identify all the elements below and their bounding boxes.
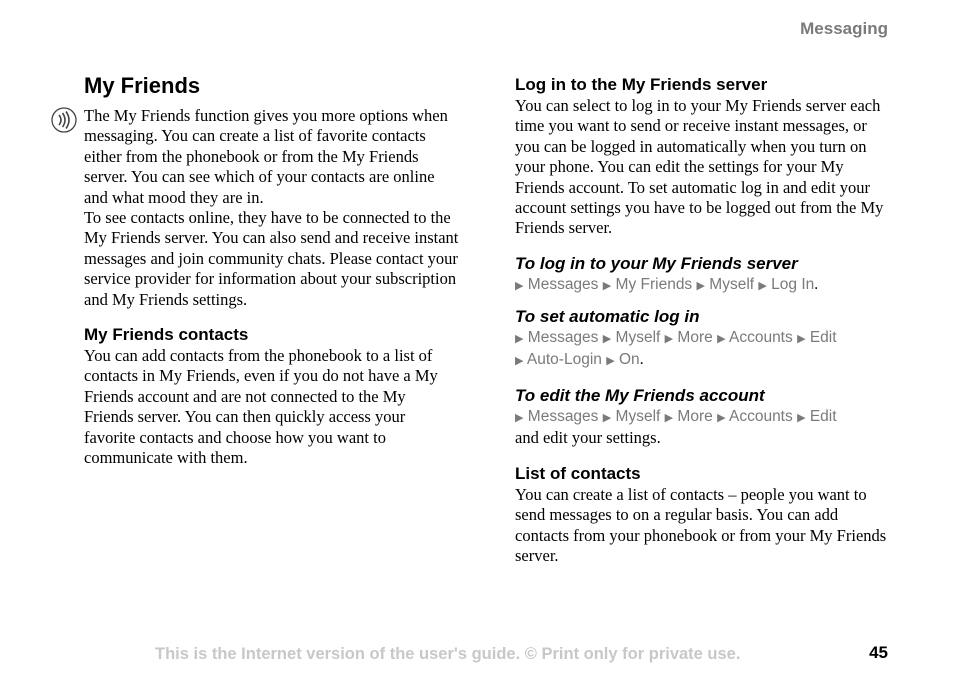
path-item: Messages: [527, 408, 599, 426]
footer-note: This is the Internet version of the user's guide. © Print only for private use.: [155, 645, 741, 663]
intro-block: [84, 106, 459, 310]
login-heading: Log in to the My Friends server: [515, 75, 768, 94]
path-item: Edit: [809, 408, 837, 426]
path-item: Auto-Login: [526, 350, 602, 368]
path-item: Myself: [615, 329, 661, 347]
path-item: Log In: [771, 275, 815, 293]
right-column: [515, 72, 895, 567]
path-item: Myself: [709, 275, 755, 293]
path-item: On: [619, 350, 640, 368]
contacts-paragraph: You can add contacts from the phonebook to a list of contacts in My Friends, even if you do not have a My Friends account and are not connected to the My Friends server. You can then quickly access your favorite contacts and choose how you want to communicate with them.: [84, 346, 438, 468]
intro-paragraph-2: To see contacts online, they have to be connected to the My Friends server. You can also send and receive instant messages and join community chats. Please contact your service provider for information about your subscription and My Friends settings.: [84, 208, 459, 309]
proc-edit-path: ▶ Messages ▶ Myself ▶ More ▶ Accounts ▶ Edit: [515, 408, 837, 426]
proc-login-title: To log in to your My Friends server: [515, 253, 798, 273]
path-item: Accounts: [728, 329, 793, 347]
login-paragraph: You can select to log in to your My Friends server each time you want to send or receive instant messages, or you can be logged in automatically when you turn on your phone. You can edit the settings for your My Friends account. To set automatic log in and edit your account settings you have to be logged out from the My Friends server.: [515, 96, 884, 238]
proc-edit-title: To edit the My Friends account: [515, 386, 765, 406]
proc-edit-suffix: and edit your settings.: [515, 428, 661, 448]
page-title: My Friends: [84, 73, 201, 98]
list-paragraph: You can create a list of contacts – people you want to send messages to on a regular basis. You can add contacts from your phonebook or from your My Friends server.: [515, 484, 887, 566]
path-item: Messages: [527, 329, 599, 347]
proc-login-path: ▶ Messages ▶ My Friends ▶ Myself ▶ Log In.: [515, 275, 819, 293]
path-item: Edit: [809, 329, 837, 347]
path-item: More: [677, 329, 713, 347]
path-item: My Friends: [615, 275, 693, 293]
left-column: [84, 72, 459, 469]
path-item: Myself: [615, 408, 661, 426]
proc-autologin-path: ▶ Messages ▶ Myself ▶ More ▶ Accounts ▶ Edit ▶ Auto-Login ▶ On.: [515, 329, 837, 368]
list-heading: List of contacts: [515, 463, 641, 483]
section-header: Messaging: [800, 19, 888, 38]
path-item: More: [677, 408, 713, 426]
path-item: Messages: [527, 275, 599, 293]
intro-paragraph: The My Friends function gives you more options when messaging. You can create a list of favorite contacts either from the phonebook or from the My Friends server. You can see which of your contacts are online and what mood they are in.: [84, 106, 448, 207]
page-number: 45: [869, 643, 888, 662]
contacts-heading: My Friends contacts: [84, 325, 249, 345]
path-item: Accounts: [728, 408, 793, 426]
my-friends-icon: [51, 107, 77, 133]
proc-autologin-title: To set automatic log in: [515, 307, 700, 327]
